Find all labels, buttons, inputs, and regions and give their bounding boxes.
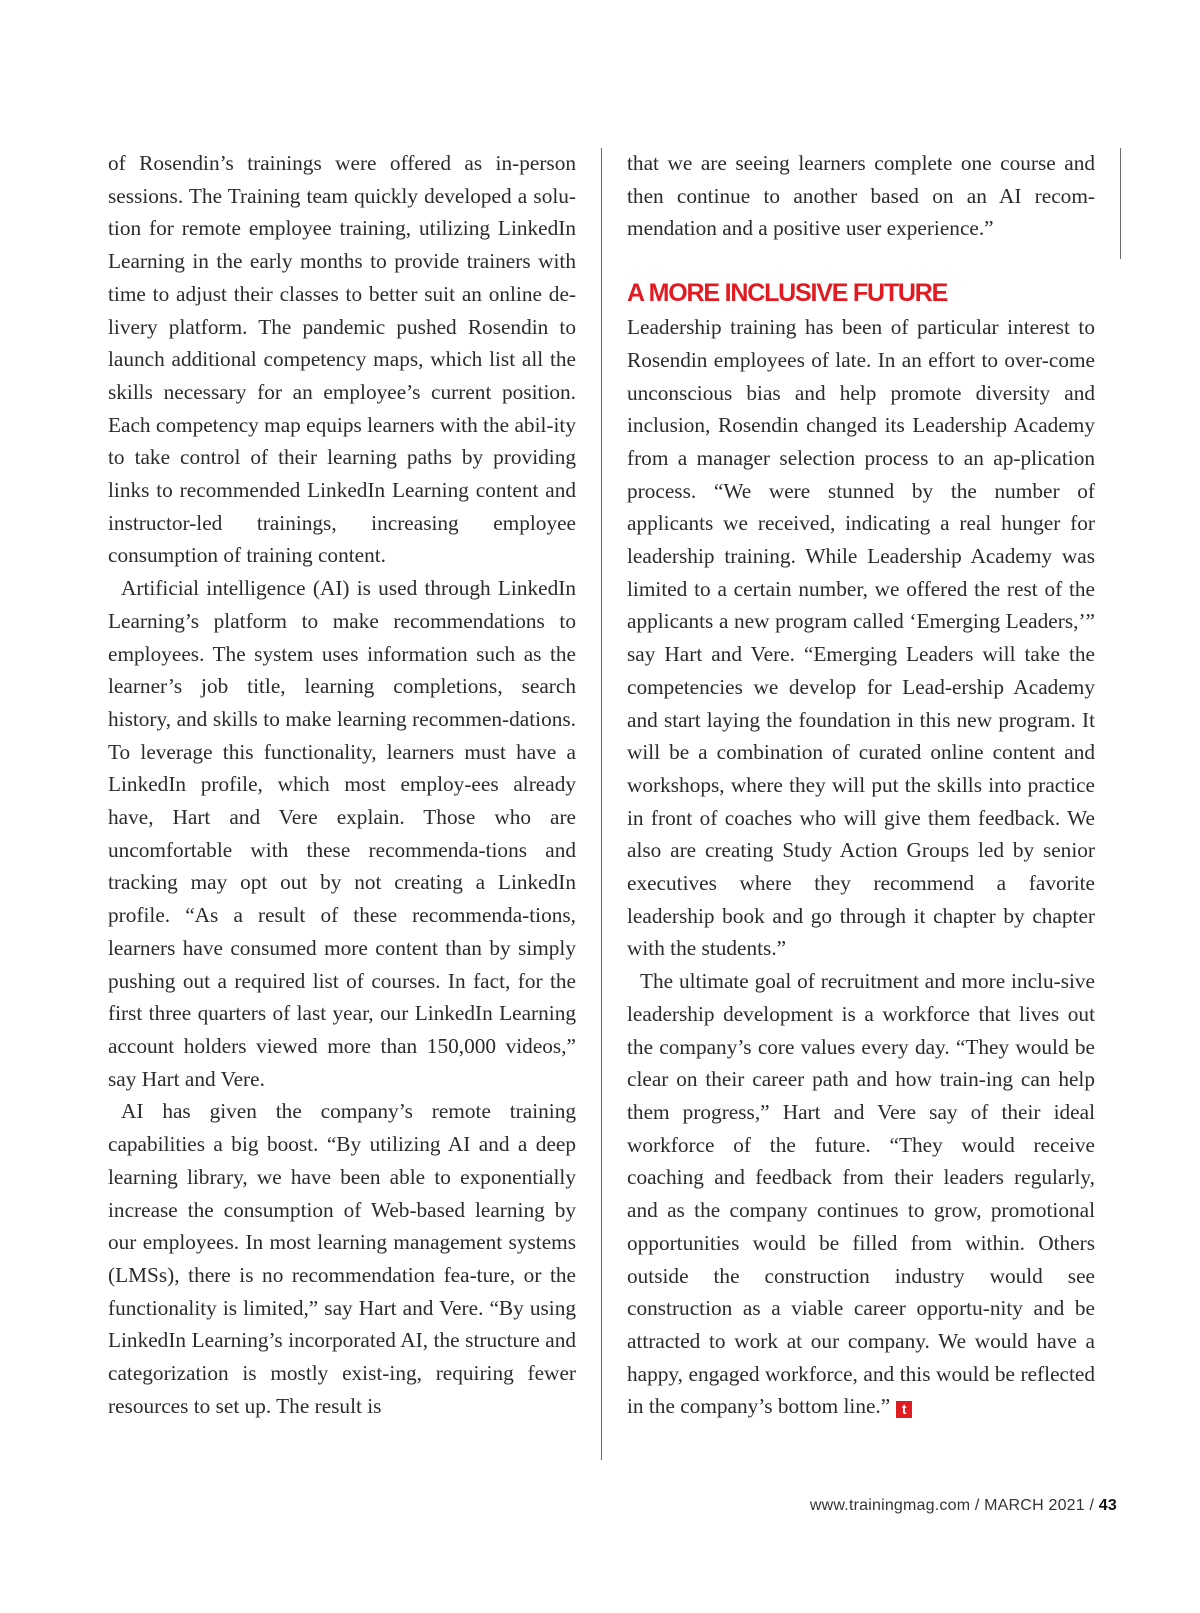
column-divider: [601, 148, 602, 1460]
body-paragraph: AI has given the company’s remote training capabilities a big boost. “By utilizing AI and a deep learning library, we have been able to exponentially increase the consumption of Web-based learning by our employees. In most learning management systems (LMSs), there is no recommendation fea-ture, or the functionality is limited,” say Hart and Vere. “By using LinkedIn Learning’s incorporated AI, the structure and categorization is mostly exist-ing, requiring fewer resources to set up. The result is: [108, 1099, 576, 1418]
section-heading: A MORE INCLUSIVE FUTURE: [627, 279, 948, 308]
right-column: [627, 147, 1095, 1423]
page-footer: [810, 1497, 1117, 1515]
column-divider-right: [1120, 148, 1121, 259]
left-column: [108, 147, 576, 1422]
page-number: 43: [1098, 1497, 1117, 1514]
body-paragraph: Leadership training has been of particular interest to Rosendin employees of late. In an effort to over-come unconscious bias and help promote diversity and inclusion, Rosendin changed its Leadership Academy from a manager selection process to an ap-plication process. “We were stunned by the number of applicants we received, indicating a real hunger for leadership training. While Leadership Academy was limited to a certain number, we offered the rest of the applicants a new program called ‘Emerging Leaders,’” say Hart and Vere. “Emerging Leaders will take the competencies we develop for Lead-ership Academy and start laying the foundation in this new program. It will be a combination of curated online content and workshops, where they will put the skills into practice in front of coaches who will give them feedback. We also are creating Study Action Groups led by senior executives where they recommend a favorite leadership book and go through it chapter by chapter with the students.”: [627, 315, 1095, 961]
final-paragraph-text: The ultimate goal of recruitment and more inclu-sive leadership development is a workforce that lives out the company’s core values every day. “They would be clear on their career path and how train-ing can help them progress,” Hart and Vere say of their ideal workforce of the future. “They would receive coaching and feedback from their leaders regularly, and as the company continues to grow, promotional opportunities would be filled from within. Others outside the construction industry would see construction as a viable career opportu-nity and be attracted to work at our company. We would have a happy, engaged workforce, and this would be reflected in the company’s bottom line.”: [627, 969, 1095, 1419]
body-paragraph-final: [627, 965, 1095, 1423]
body-paragraph: that we are seeing learners complete one course and then continue to another based on an AI recom-mendation and a positive user experience.”: [627, 151, 1095, 241]
end-mark-icon: t: [896, 1401, 912, 1418]
body-paragraph: of Rosendin’s trainings were offered as in-person sessions. The Training team quickly developed a solu-tion for remote employee training, utilizing LinkedIn Learning in the early months to provide trainers with time to adjust their classes to better suit an online de-livery platform. The pandemic pushed Rosendin to launch additional competency maps, which list all the skills necessary for an employee’s current position. Each competency map equips learners with the abil-ity to take control of their learning paths by providing links to recommended LinkedIn Learning content and instructor-led trainings, increasing employee consumption of training content.: [108, 151, 576, 568]
footer-text: www.trainingmag.com / MARCH 2021 /: [809, 1497, 1099, 1514]
body-paragraph: Artificial intelligence (AI) is used through LinkedIn Learning’s platform to make recommendations to employees. The system uses information such as the learner’s job title, learning completions, search history, and skills to make learning recommen-dations. To leverage this functionality, learners must have a LinkedIn profile, which most employ-ees already have, Hart and Vere explain. Those who are uncomfortable with these recommenda-tions and tracking may opt out by not creating a LinkedIn profile. “As a result of these recommenda-tions, learners have consumed more content than by simply pushing out a required list of courses. In fact, for the first three quarters of last year, our LinkedIn Learning account holders viewed more than 150,000 videos,” say Hart and Vere.: [108, 576, 576, 1091]
